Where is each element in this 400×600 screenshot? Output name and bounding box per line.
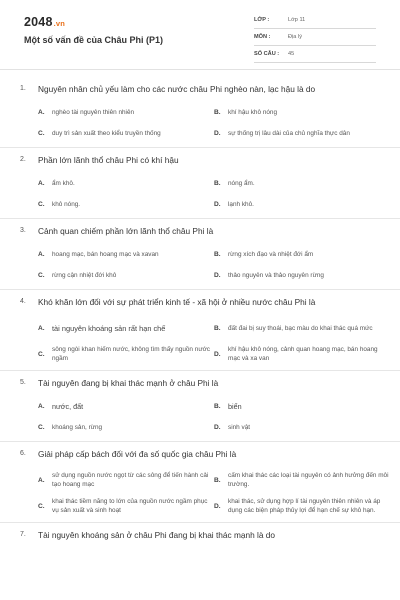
- option-text: nước, đất: [52, 402, 84, 411]
- option-text: sự thống trị lâu dài của chủ nghĩa thực dân: [228, 130, 350, 137]
- option-a[interactable]: [38, 315, 214, 341]
- option-d[interactable]: [214, 417, 390, 438]
- option-letter: B.: [214, 251, 221, 258]
- option-text: thảo nguyên và thảo nguyên rừng: [228, 272, 324, 279]
- option-letter: C.: [38, 201, 45, 208]
- option-letter: D.: [214, 502, 221, 510]
- question-3: [0, 219, 400, 290]
- question-number: 1.: [20, 85, 26, 92]
- option-c[interactable]: [38, 341, 214, 367]
- site-logo[interactable]: [24, 15, 65, 29]
- question-4: [0, 290, 400, 371]
- option-c[interactable]: [38, 493, 214, 519]
- option-text: duy trì sản xuất theo kiểu truyền thống: [52, 130, 161, 137]
- question-1: [0, 77, 400, 148]
- meta-value: 45: [288, 51, 295, 57]
- option-a[interactable]: [38, 102, 214, 123]
- question-text: Phần lớn lãnh thổ châu Phi có khí hậu: [38, 155, 179, 165]
- meta-subject: [254, 31, 376, 46]
- question-number: 5.: [20, 379, 26, 386]
- question-number: 4.: [20, 298, 26, 305]
- option-text: sử dụng nguồn nước ngọt từ các sông để tiến hành cải tạo hoang mạc: [52, 472, 209, 488]
- logo-main: 2048: [24, 15, 53, 29]
- option-text: nóng ẩm.: [228, 180, 255, 187]
- option-letter: C.: [38, 130, 45, 137]
- option-text: đất đai bị suy thoái, bạc màu do khai thác quá mức: [228, 324, 373, 332]
- option-letter: C.: [38, 350, 45, 358]
- option-letter: B.: [214, 109, 221, 116]
- question-number: 6.: [20, 450, 26, 457]
- question-text: Tài nguyên khoáng sản ở châu Phi đang bị khai thác mạnh là do: [38, 530, 275, 540]
- option-letter: A.: [38, 324, 45, 332]
- option-text: khô nóng.: [52, 201, 81, 208]
- meta-label: MÔN :: [254, 34, 271, 40]
- option-c[interactable]: [38, 194, 214, 215]
- option-d[interactable]: [214, 265, 390, 286]
- option-text: ẩm khô.: [52, 180, 75, 187]
- worksheet-title: Một số vấn đề của Châu Phi (P1): [24, 35, 164, 45]
- question-7: [0, 523, 400, 548]
- question-6: [0, 442, 400, 523]
- option-text: biển: [228, 402, 242, 411]
- meta-label: LỚP :: [254, 17, 270, 23]
- option-b[interactable]: [214, 396, 390, 417]
- option-d[interactable]: [214, 493, 390, 519]
- option-text: tài nguyên khoáng sản rất hạn chế: [52, 323, 166, 333]
- option-b[interactable]: [214, 102, 390, 123]
- option-text: khí hậu khô nóng: [228, 109, 278, 116]
- option-d[interactable]: [214, 194, 390, 215]
- option-text: nghèo tài nguyên thiên nhiên: [52, 109, 135, 116]
- option-letter: A.: [38, 476, 45, 484]
- option-letter: D.: [214, 130, 221, 137]
- question-2: [0, 148, 400, 219]
- option-letter: C.: [38, 502, 45, 510]
- option-letter: B.: [214, 180, 221, 187]
- option-text: rừng xích đạo và nhiệt đới ẩm: [228, 251, 314, 258]
- meta-label: SỐ CÂU :: [254, 51, 280, 57]
- logo-suffix: .vn: [53, 19, 66, 28]
- option-text: sinh vật: [228, 424, 251, 431]
- meta-value: Lớp 11: [288, 17, 306, 23]
- option-letter: D.: [214, 201, 221, 208]
- question-list: [0, 77, 400, 548]
- option-letter: C.: [38, 424, 45, 431]
- option-a[interactable]: [38, 244, 214, 265]
- option-text: khí hậu khô nóng, cảnh quan hoang mạc, bán hoang mạc và xa van: [228, 346, 378, 362]
- option-b[interactable]: [214, 315, 390, 341]
- option-c[interactable]: [38, 123, 214, 144]
- meta-value: Địa lý: [288, 34, 302, 40]
- option-text: khai thác, sử dụng hợp lí tài nguyên thiên nhiên và áp dụng các biện pháp thủy lợi để hạn chế sự khô hạn.: [228, 498, 381, 514]
- option-a[interactable]: [38, 396, 214, 417]
- question-text: Tài nguyên đang bị khai thác mạnh ở châu Phi là: [38, 378, 219, 388]
- option-text: khai thác tiềm năng to lớn của nguồn nước ngầm phục vụ sản xuất và sinh hoạt: [52, 498, 208, 514]
- option-text: cấm khai thác các loại tài nguyên có ảnh hưởng đến môi trường.: [228, 472, 389, 488]
- option-text: khoáng sản, rừng: [52, 424, 103, 431]
- option-letter: A.: [38, 109, 45, 116]
- question-text: Khó khăn lớn đối với sự phát triển kinh tế - xã hội ở nhiều nước châu Phi là: [38, 297, 316, 307]
- worksheet-header: [0, 0, 400, 66]
- option-letter: D.: [214, 350, 221, 358]
- option-letter: A.: [38, 251, 45, 258]
- option-d[interactable]: [214, 341, 390, 367]
- question-number: 2.: [20, 156, 26, 163]
- option-text: hoang mạc, bán hoang mạc và xavan: [52, 251, 159, 258]
- option-letter: B.: [214, 476, 221, 484]
- option-text: lạnh khô.: [228, 201, 254, 208]
- option-b[interactable]: [214, 244, 390, 265]
- option-c[interactable]: [38, 265, 214, 286]
- header-divider: [0, 69, 400, 70]
- option-letter: A.: [38, 403, 45, 410]
- meta-class: [254, 14, 376, 29]
- option-letter: D.: [214, 272, 221, 279]
- option-letter: B.: [214, 403, 221, 410]
- option-text: sông ngòi khan hiếm nước, không tìm thấy nguồn nước ngầm: [52, 346, 210, 362]
- option-c[interactable]: [38, 417, 214, 438]
- option-letter: A.: [38, 180, 45, 187]
- question-5: [0, 371, 400, 442]
- option-letter: B.: [214, 324, 221, 332]
- worksheet-meta: [254, 14, 376, 65]
- question-number: 3.: [20, 227, 26, 234]
- option-b[interactable]: [214, 173, 390, 194]
- option-letter: C.: [38, 272, 45, 279]
- meta-count: [254, 48, 376, 63]
- question-text: Cảnh quan chiếm phần lớn lãnh thổ châu Phi là: [38, 226, 214, 236]
- option-b[interactable]: [214, 467, 390, 493]
- option-text: rừng cận nhiệt đới khô: [52, 272, 117, 279]
- question-text: Nguyên nhân chủ yếu làm cho các nước châu Phi nghèo nàn, lạc hậu là do: [38, 84, 316, 94]
- option-d[interactable]: [214, 123, 390, 144]
- option-a[interactable]: [38, 467, 214, 493]
- question-number: 7.: [20, 531, 26, 538]
- option-letter: D.: [214, 424, 221, 431]
- question-text: Giải pháp cấp bách đối với đa số quốc gia châu Phi là: [38, 449, 237, 459]
- option-a[interactable]: [38, 173, 214, 194]
